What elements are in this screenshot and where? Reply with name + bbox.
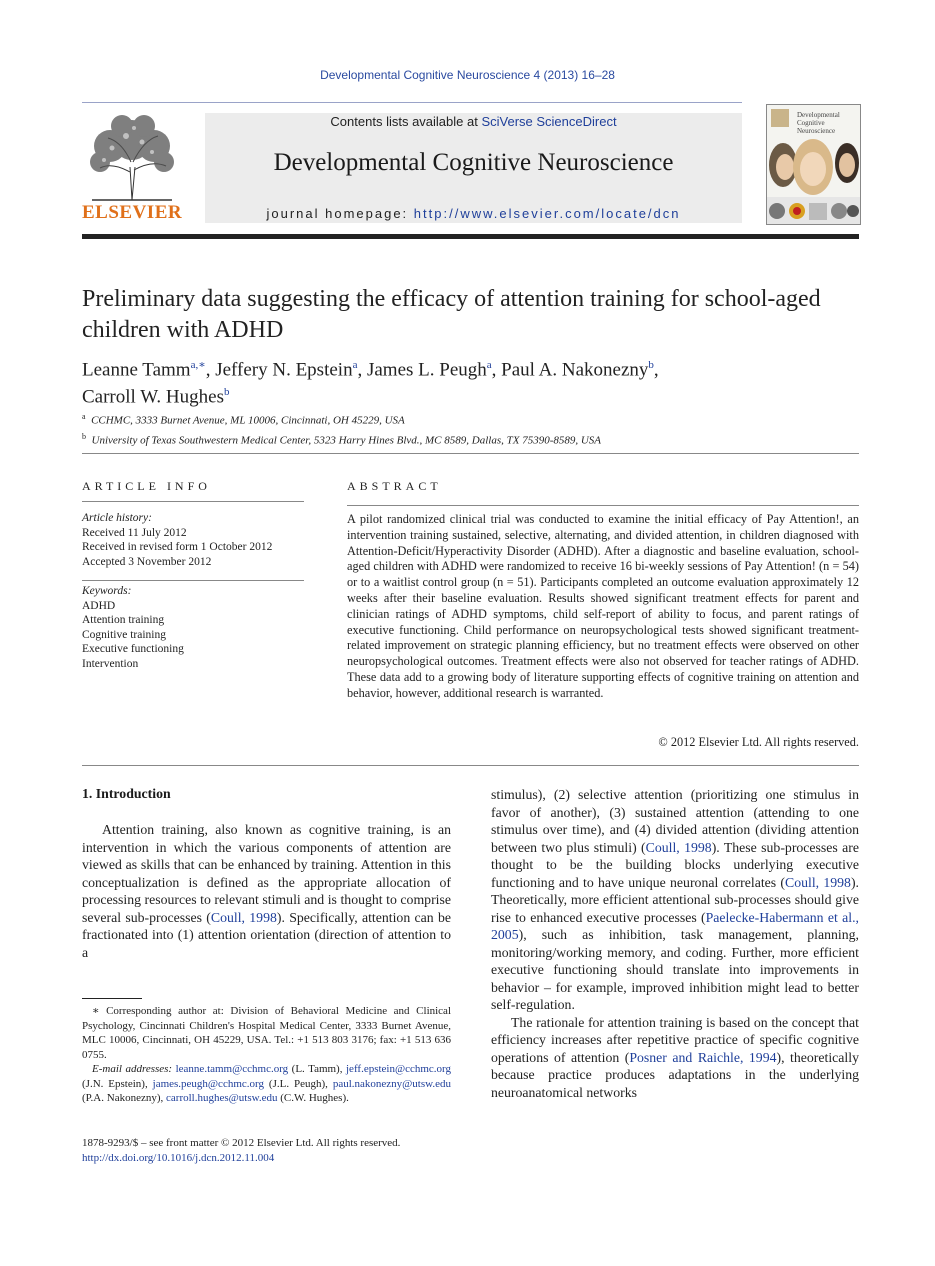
accepted-date: Accepted 3 November 2012 <box>82 555 212 568</box>
corresponding-note <box>82 1004 451 1062</box>
section-divider <box>82 453 859 454</box>
email-owner: (L. Tamm), <box>288 1063 343 1075</box>
paragraph-text: ). Specifically, attention can be fractionated into (1) attention orientation (direction of attention to a <box>82 909 451 960</box>
author-separator: , <box>491 359 502 381</box>
header-thick-rule <box>82 234 859 239</box>
cover-title-line2: Cognitive Neuroscience <box>797 119 836 135</box>
body-paragraph <box>491 786 859 1014</box>
author-separator: , <box>653 359 659 381</box>
footnote-mark: ∗ <box>92 1005 100 1017</box>
abstract-rule <box>347 505 859 506</box>
received-date: Received 11 July 2012 <box>82 526 187 539</box>
keywords-rule <box>82 580 304 581</box>
elsevier-logo <box>82 112 182 224</box>
tree-icon <box>82 112 182 204</box>
affiliation-item <box>82 429 862 449</box>
body-divider <box>82 765 859 766</box>
cover-photo-icon <box>767 105 860 224</box>
history-label: Article history: <box>82 512 152 524</box>
author-affiliation-mark[interactable]: b <box>648 359 654 371</box>
sciencedirect-link[interactable]: SciVerse ScienceDirect <box>481 114 617 129</box>
keywords-label: Keywords: <box>82 585 132 597</box>
author-separator: , <box>357 359 367 381</box>
email-owner: (J.N. Epstein), <box>82 1077 153 1090</box>
author-affiliation-mark[interactable]: a,∗ <box>190 359 206 371</box>
email-link[interactable]: carroll.hughes@utsw.edu <box>166 1092 278 1104</box>
article-info-heading: ARTICLE INFO <box>82 479 211 493</box>
header-divider <box>82 102 742 103</box>
affiliation-text: CCHMC, 3333 Burnet Avenue, ML 10006, Cincinnati, OH 45229, USA <box>91 414 405 427</box>
email-label: E-mail addresses: <box>92 1063 173 1075</box>
paragraph-text: The rationale for attention training is based on the concept that efficiency increases after repetitive practice of specific cognitive operations of attention ( <box>491 1014 859 1065</box>
article-info-rule <box>82 501 304 502</box>
journal-title: Developmental Cognitive Neuroscience <box>273 149 674 176</box>
abstract-text: A pilot randomized clinical trial was conducted to examine the initial efficacy of Pay Attention!, an intervention training sustained, selective, alternating, and divided attention, in children diagnosed with Attention-Deficit/Hyperactivity Disorder (ADHD). After a diagnostic and baseline evaluation, school-aged children with ADHD were randomized to receive 16 bi-weekly sessions of Pay Attention! (n = 54) or to a waitlist control group (n = 51). Participants completed an outcome evaluation approximately 12 weeks after their baseline evaluation. Results showed significant treatment effects for parent and clinician ratings of ADHD symptoms, child self-report of ability to focus, and parent ratings of executive functioning. Child performance on neuropsychological tests showed significant treatment-related improvement on strategic planning efficiency, but no treatment effects were observed on other neuropsychological outcomes. Treatment effects were also not observed for teacher ratings of ADHD. These data add to a growing body of literature supporting effects of cognitive training on attention and behavior, however, additional research is warranted. <box>347 512 859 700</box>
keyword-item: ADHD <box>82 599 116 612</box>
body-column-left <box>82 821 451 961</box>
revised-date: Received in revised form 1 October 2012 <box>82 541 273 553</box>
email-owner: (C.W. Hughes). <box>277 1092 349 1104</box>
footnote-rule <box>82 998 142 999</box>
author-name[interactable]: Jeffery N. Epstein <box>215 359 353 381</box>
citation-link[interactable]: Coull, 1998 <box>210 909 277 925</box>
journal-cover-thumbnail <box>766 104 861 225</box>
email-link[interactable]: leanne.tamm@cchmc.org <box>175 1063 289 1075</box>
email-link[interactable]: james.peugh@cchmc.org <box>152 1077 264 1090</box>
citation-link[interactable]: Paelecke-Habermann et al., 2005 <box>491 909 860 942</box>
citation-link[interactable]: Coull, 1998 <box>645 839 712 855</box>
body-column-right <box>491 786 859 1101</box>
affiliation-item <box>82 409 862 429</box>
paragraph-text: Attention training, also known as cognitive training, is an intervention in which the various components of attention are viewed as skills that can be enhanced by training. Attention in this conceptualization is defined as the appropriate allocation of processing resources to relevant stimuli and is thought to comprise several sub-processes ( <box>82 822 451 925</box>
affiliation-mark: b <box>82 431 86 441</box>
cover-title-line1: Developmental <box>797 111 840 119</box>
homepage-link[interactable]: http://www.elsevier.com/locate/dcn <box>413 206 681 221</box>
front-matter <box>82 1136 462 1166</box>
affiliations <box>82 409 862 448</box>
contents-prefix: Contents lists available at <box>330 114 482 129</box>
journal-homepage <box>205 206 742 221</box>
email-owner: (J.L. Peugh), <box>268 1077 333 1090</box>
author-name[interactable]: James L. Peugh <box>366 359 487 381</box>
citation-link[interactable]: Posner and Raichle, 1994 <box>629 1049 777 1065</box>
email-link[interactable]: jeff.epstein@cchmc.org <box>346 1063 452 1075</box>
paragraph-text: ), theoretically because practice produces adaptations in the underlying neuroanatomical networks <box>491 1049 859 1100</box>
corresponding-author-footnote <box>82 1004 451 1106</box>
article-title: Preliminary data suggesting the efficacy of attention training for school-aged children with ADHD <box>82 286 821 343</box>
journal-citation[interactable]: Developmental Cognitive Neuroscience 4 (2013) 16–28 <box>320 68 615 82</box>
corresponding-text: Corresponding author at: Division of Behavioral Medicine and Clinical Psychology, Cincinnati Children's Hospital Medical Center, 3333 Burnet Avenue, MLC 10006, Cincinnati, OH 45229, USA. Tel.: +1 513 803 3176; fax: +1 513 636 0755. <box>82 1005 451 1061</box>
journal-masthead <box>205 113 742 223</box>
author-name[interactable]: Paul A. Nakonezny <box>501 359 649 381</box>
citation-link[interactable]: Coull, 1998 <box>785 874 851 890</box>
issn-line: 1878-9293/$ – see front matter © 2012 Elsevier Ltd. All rights reserved. <box>82 1137 401 1149</box>
homepage-label: journal homepage: <box>266 206 414 221</box>
body-paragraph <box>82 821 451 961</box>
copyright-notice: © 2012 Elsevier Ltd. All rights reserved. <box>658 735 859 749</box>
author-separator: , <box>205 359 216 381</box>
paragraph-text: ). Theoretically, more efficient attentional sub-processes should give rise to enhanced executive processes ( <box>491 874 859 925</box>
introduction-heading: 1. Introduction <box>82 786 171 801</box>
doi-link[interactable]: http://dx.doi.org/10.1016/j.dcn.2012.11.004 <box>82 1152 275 1164</box>
paragraph-text: ). These sub-processes are thought to be the building blocks underlying executive functioning and to have unique neuronal correlates ( <box>491 839 859 890</box>
contents-availability <box>205 114 742 129</box>
email-link[interactable]: paul.nakonezny@utsw.edu <box>332 1077 451 1090</box>
keyword-item: Executive functioning <box>82 643 184 655</box>
keyword-item: Attention training <box>82 614 165 626</box>
paragraph-text: ), such as inhibition, task management, planning, monitoring/working memory, and coding. Further, more efficient executive functioning should translate into improvements in behavior – for example, improved inhibition might lead to better self-regulation. <box>491 927 859 1012</box>
email-owner: (P.A. Nakonezny), <box>82 1092 164 1104</box>
email-addresses <box>82 1062 451 1106</box>
paragraph-text: stimulus), (2) selective attention (prioritizing one stimulus in favor of another), (3) sustained attention (attending to one stimulus over time), and (4) divided attention (dividing attention between two plus stimuli) ( <box>491 787 859 855</box>
author-name[interactable]: Leanne Tamm <box>82 359 191 381</box>
abstract-heading: ABSTRACT <box>347 479 442 493</box>
body-paragraph <box>491 1014 859 1102</box>
author-affiliation-mark[interactable]: a <box>486 359 492 371</box>
author-affiliation-mark[interactable]: a <box>352 359 358 371</box>
author-name[interactable]: Carroll W. Hughes <box>82 386 224 408</box>
affiliation-text: University of Texas Southwestern Medical Center, 5323 Harry Hines Blvd., MC 8589, Dallas, TX 75390-8589, USA <box>91 434 602 447</box>
author-affiliation-mark[interactable]: b <box>223 386 230 399</box>
keyword-item: Intervention <box>82 657 139 670</box>
article-history <box>82 511 304 569</box>
affiliation-mark: a <box>82 412 86 421</box>
elsevier-wordmark: ELSEVIER <box>82 202 183 223</box>
keyword-item: Cognitive training <box>82 628 167 641</box>
author-list <box>82 354 862 409</box>
keywords <box>82 584 304 671</box>
